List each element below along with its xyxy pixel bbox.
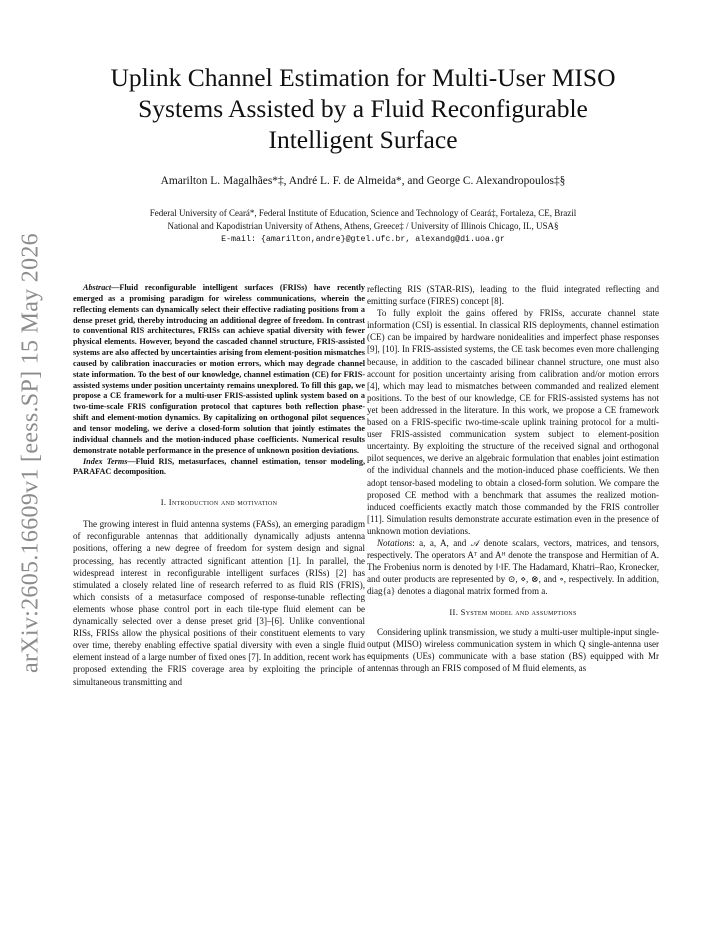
left-column [73,283,365,688]
abstract [73,283,365,457]
notations-lead: Notations [377,537,413,548]
title-line-1: Uplink Channel Estimation for Multi-User MISO [110,63,616,92]
right-column [367,283,659,674]
affiliation-line-1: Federal University of Ceará*, Federal Institute of Education, Science and Technology of Ceará‡, Fortaleza, CE, Brazil [149,208,577,218]
intro-paragraph-1: The growing interest in fluid antenna systems (FASs), an emerging paradigm of reconfigurable antennas that additionally dynamically adjusts antenna positions, offering a new degree of freedom for system design and signal processing, has recently attracted significant attention [1]. In parallel, the widespread interest in reconfigurable intelligent surfaces (RISs) [2] has stimulated a closely related line of research referred to as fluid RIS (FRIS), which consists of a metasurface composed of response-tunable reflecting elements whose phase control port in each tile-type fluid element can be dynamically selected over a dense preset grid [3]–[6]. Unlike conventional RISs, FRISs allow the physical positions of their constituent elements to vary over time, thereby enabling effective spatial diversity with even a single fluid element instead of a large number of fixed ones [7]. In addition, recent work has proposed extending the FRIS coverage area by exploiting the principle of simultaneous transmitting and [73,519,365,687]
notations-text: : a, a, A, and 𝒜 denote scalars, vectors, matrices, and tensors, respectively. The operators Aᵀ and Aᴴ denote the transpose and Hermitian of A. The Frobenius norm is denoted by ‖·‖F. The Hadamard, Khatri–Rao, Kronecker, and outer products are represented by ⊙, ⋄, ⊗, and ∘, respectively. In addition, diag{a} denotes a diagonal matrix formed from a. [367,537,659,597]
arxiv-id-text: arXiv:2605.16609v1 [eess.SP] 15 May 2026 [17,233,44,673]
affiliation-line-2: National and Kapodistrian University of Athens, Athens, Greece‡ / University of Illinois Chicago, IL, USA§ [167,221,559,231]
arxiv-sidebar-identifier [14,233,48,673]
index-terms [73,457,365,479]
system-model-paragraph-1: Considering uplink transmission, we study a multi-user multiple-input single-output (MISO) wireless communication system in which Q single-antenna user equipments (UEs) communicate with a base station (BS) equipped with Mr antennas through an FRIS composed of M fluid elements, as [367,626,659,673]
intro-paragraph-2: To fully exploit the gains offered by FRISs, accurate channel state information (CSI) is essential. In classical RIS deployments, channel estimation (CE) can be impaired by hardware nonidealities and imperfect phase responses [9], [10]. In FRIS-assisted systems, the CE task becomes even more challenging because, in addition to the cascaded bilinear channel structure, one must also account for position uncertainty arising from calibration and/or motion errors [4], which may lead to mismatches between commanded and realized element positions. To the best of our knowledge, CE for FRIS-assisted systems has not yet been addressed in the literature. In this work, we propose a CE framework based on a FRIS-specific two-time-scale uplink training protocol for a multi-user FRIS-assisted communication system subject to element-position uncertainty. By exploiting the structure of the received signal and orthogonal pilot sequences, we derive an algebraic formulation that enables joint estimation of the individual channels and the motion-induced phase coefficients. We then adopt tensor-based modeling to obtain a closed-form solution. We compare the proposed CE method with a benchmark that assumes the realized motion-induced coefficients exactly match those commanded by the FRIS controller [11]. Simulation results demonstrate accurate estimation even in the presence of unknown motion deviations. [367,308,659,536]
title-line-3: Intelligent Surface [268,125,458,154]
section-2-heading: II. System model and assumptions [449,607,577,618]
intro-paragraph-1-continued: reflecting RIS (STAR-RIS), leading to the fluid integrated reflecting and emitting surface (FIRES) concept [8]. [367,284,659,307]
affiliations [40,207,686,246]
email-line: E-mail: {amarilton,andre}@gtel.ufc.br, alexandg@di.uoa.gr [221,235,505,244]
notations-paragraph [367,537,659,597]
section-1-heading: I. Introduction and motivation [160,497,278,508]
title-line-2: Systems Assisted by a Fluid Reconfigurable [138,94,588,123]
abstract-lead: Abstract [83,283,112,292]
index-terms-text: —Fluid RIS, metasurfaces, channel estimation, tensor modeling, PARAFAC decomposition. [73,456,365,477]
author-list: Amarilton L. Magalhães*‡, André L. F. de Almeida*, and George C. Alexandropoulos‡§ [160,175,566,187]
abstract-text: —Fluid reconfigurable intelligent surfaces (FRISs) have recently emerged as a promising paradigm for wireless communications, wherein the reflecting elements can dynamically select their effective radiating positions from a dense preset grid, thereby introducing an additional degree of freedom. In contrast to conventional RIS architectures, FRISs can achieve spatial diversity with fewer physical elements. However, beyond the cascaded channel structure, FRIS-assisted systems are also affected by uncertainties arising from element-position mismatches caused by calibration inaccuracies or motion errors, which may degrade channel state information. To the best of our knowledge, channel estimation (CE) for FRIS-assisted systems under position uncertainty remains unexplored. To fill this gap, we propose a CE framework for a multi-user FRIS-assisted uplink system based on a two-time-scale FRIS configuration protocol that captures both reflection phase-shift and element-motion dynamics. By capitalizing on orthogonal pilot sequences and tensor modeling, we derive a closed-form solution that jointly estimates the individual channels and the motion-induced phase coefficients. Numerical results demonstrate notable performance in the presence of unknown position deviations. [73,283,365,455]
index-terms-lead: Index Terms [83,456,128,466]
paper-title [80,62,646,155]
